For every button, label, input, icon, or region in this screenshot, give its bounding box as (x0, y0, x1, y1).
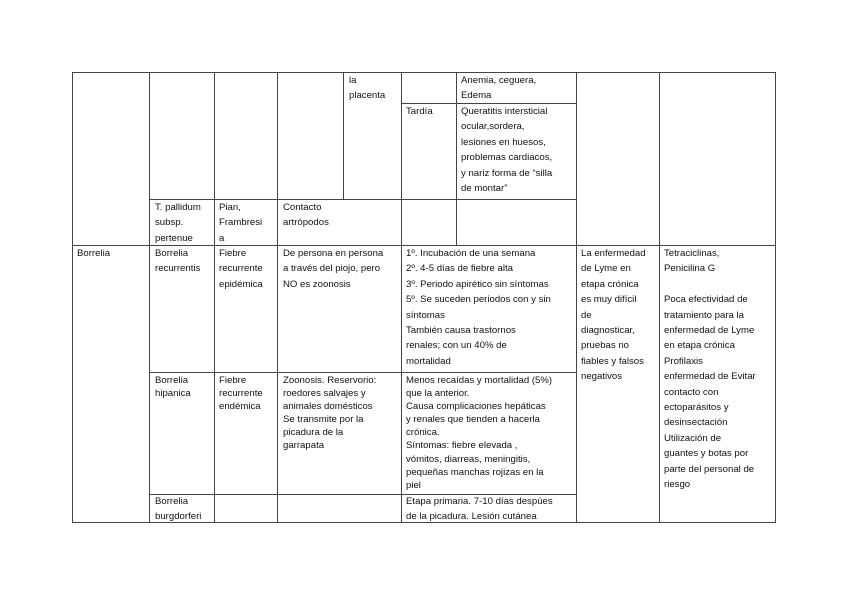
pertenue-agent-cell: T. pallidum subsp. pertenue (155, 202, 201, 244)
border-col-4 (401, 72, 402, 523)
border-col-7 (775, 72, 776, 523)
tardia-text-cell: Queratitis intersticial ocular,sordera, lesiones en huesos, problemas cardiacos, y nariz forma de “silla de montar” (461, 106, 553, 195)
tardia-label-cell: Tardía (406, 106, 433, 117)
border-col-6 (659, 72, 660, 523)
borrelia-treatment-cell: Tetraciclinas, Penicilina G Poca efectividad de tratamiento para la enfermedad de Lyme en etapa crónica Profilaxis enfermedad de Evitar contacto con ectoparásitos y desinsectación Utilización de guantes y botas por parte del personal de riesgo (664, 248, 756, 491)
pertenue-transmission-cell: Contacto artrópodos (283, 202, 329, 229)
manifestations-top-cell: Anemia, ceguera, Edema (461, 75, 537, 102)
placenta-cell: la placenta (349, 75, 386, 102)
hispanica-disease-cell: Fiebre recurrente endémica (219, 375, 263, 413)
pertenue-disease-cell: Pian, Frambresi a (219, 202, 263, 244)
recurrentis-transmission-cell: De persona en persona a través del piojo, pero NO es zoonosis (283, 248, 384, 290)
recurrentis-agent-cell: Borrelia recurrentis (155, 248, 201, 275)
border-top (72, 72, 776, 73)
border-col-3b (343, 72, 344, 200)
borrelia-diagnosis-cell: La enfermedad de Lyme en etapa crónica es muy difícil de diagnosticar, pruebas no fiables y falsos negativos (581, 248, 646, 383)
borrelia-genus-cell: Borrelia (77, 248, 111, 259)
recurrentis-clinical-cell: 1º. Incubación de una semana 2º. 4-5 días de fiebre alta 3º. Periodo apirético sin síntomas 5º. Se suceden periodos con y sin síntomas También causa trastornos renales; con un 40% de mortalidad (406, 248, 551, 367)
border-col-2 (214, 72, 215, 523)
hispanica-transmission-cell: Zoonosis. Reservorio: roedores salvajes y animales domésticos Se transmite por la picadura de la garrapata (283, 375, 377, 452)
border-col-3 (277, 72, 278, 523)
border-col-0 (72, 72, 73, 523)
border-col-4b (456, 72, 457, 246)
border-col-1 (149, 72, 150, 523)
burgdorferi-agent-cell: Borrelia burgdorferi (155, 496, 202, 523)
burgdorferi-clinical-cell: Etapa primaria. 7-10 días despúes de la picadura. Lesión cutánea (406, 496, 553, 523)
border-col-5 (576, 72, 577, 523)
recurrentis-disease-cell: Fiebre recurrente epidémica (219, 248, 263, 290)
hispanica-clinical-cell: Menos recaídas y mortalidad (5%) que la anterior. Causa complicaciones hepáticas y renales que tienden a hacerla crónica. Síntomas: fiebre elevada , vómitos, diarreas, meningitis, pequeñas manchas rojizas en la piel (406, 375, 553, 491)
hispanica-agent-cell: Borrelia hipanica (155, 375, 191, 400)
